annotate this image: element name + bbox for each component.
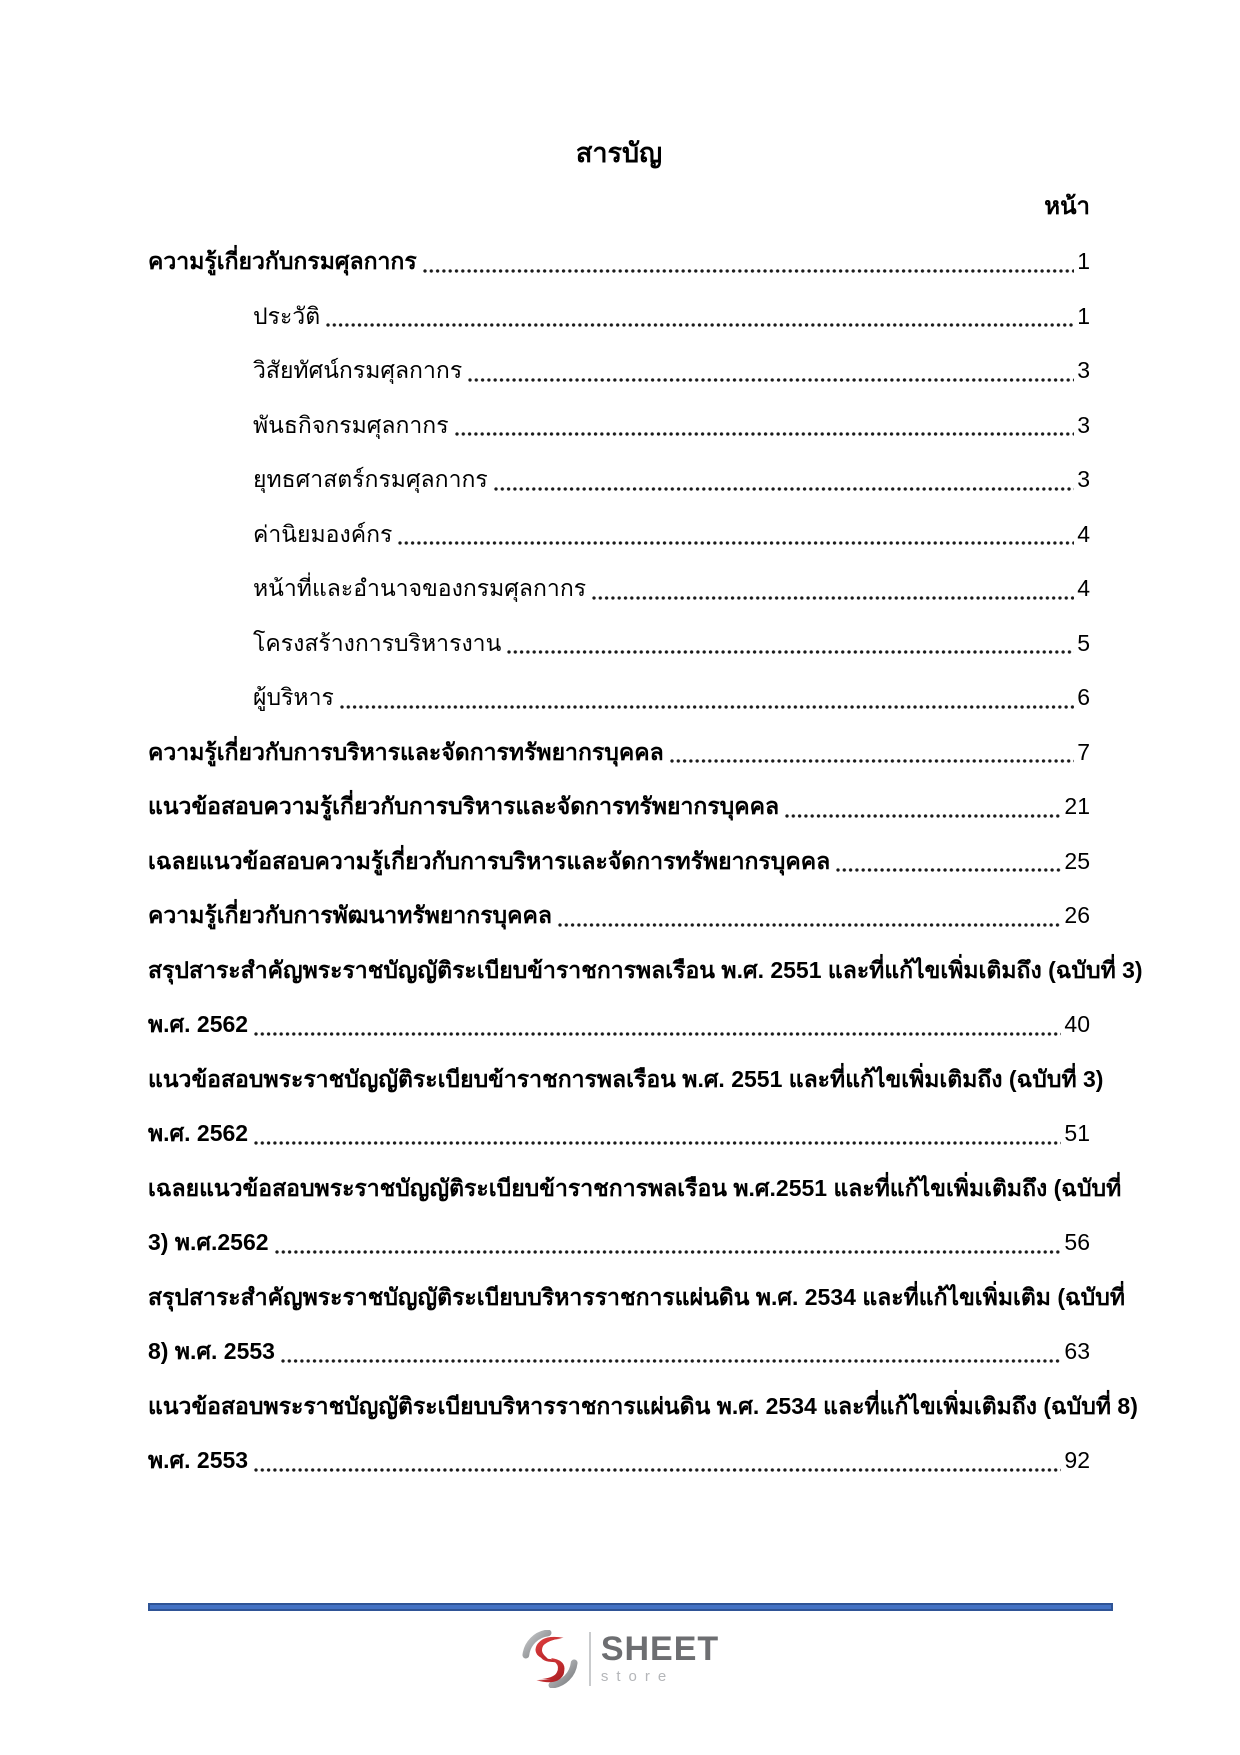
toc-entry-title: ค่านิยมองค์กร bbox=[253, 520, 393, 547]
toc-entry-line bbox=[148, 452, 1090, 507]
toc-entry-line bbox=[148, 398, 1090, 453]
sheet-store-s-icon bbox=[521, 1630, 579, 1688]
toc-entry-page-number: 26 bbox=[1064, 902, 1090, 928]
toc-entry-title: พ.ศ. 2553 bbox=[148, 1447, 249, 1473]
toc-entry bbox=[148, 452, 1090, 507]
toc-entry-line bbox=[148, 1379, 1138, 1434]
dot-leader bbox=[507, 649, 1074, 655]
sheet-store-logo bbox=[0, 1630, 1240, 1688]
dot-leader bbox=[670, 758, 1075, 764]
toc-entry-line bbox=[148, 670, 1090, 725]
toc-entry-line bbox=[148, 561, 1090, 616]
toc-entry-line bbox=[148, 507, 1090, 562]
toc-entry-line bbox=[148, 997, 1090, 1052]
dot-leader bbox=[558, 922, 1061, 928]
dot-leader bbox=[340, 704, 1074, 710]
toc-entry-page-number: 3 bbox=[1077, 357, 1090, 383]
dot-leader bbox=[836, 867, 1061, 873]
dot-leader bbox=[455, 431, 1075, 437]
toc-entry-page-number: 3 bbox=[1077, 411, 1090, 438]
dot-leader bbox=[254, 1031, 1061, 1037]
toc-entry bbox=[148, 834, 1090, 889]
toc-entry-page-number: 21 bbox=[1064, 793, 1090, 819]
toc-entry-title: ความรู้เกี่ยวกับกรมศุลกากร bbox=[148, 248, 417, 274]
toc-entry-line bbox=[148, 1161, 1122, 1216]
table-of-contents bbox=[148, 234, 1143, 1488]
toc-entry-title: เฉลยแนวข้อสอบความรู้เกี่ยวกับการบริหารและจัดการทรัพยากรบุคคล bbox=[148, 847, 831, 874]
toc-entry-title: แนวข้อสอบพระราชบัญญัติระเบียบบริหารราชการแผ่นดิน พ.ศ. 2534 และที่แก้ไขเพิ่มเติมถึง (ฉบับที่ 8) bbox=[148, 1392, 1138, 1419]
toc-entry-line bbox=[148, 1270, 1126, 1325]
toc-entry-line bbox=[148, 289, 1090, 344]
dot-leader bbox=[281, 1358, 1061, 1364]
toc-entry-page-number: 6 bbox=[1077, 684, 1090, 710]
toc-entry-title: แนวข้อสอบความรู้เกี่ยวกับการบริหารและจัดการทรัพยากรบุคคล bbox=[148, 793, 780, 819]
toc-entry-page-number: 51 bbox=[1064, 1120, 1090, 1146]
toc-entry-title: โครงสร้างการบริหารงาน bbox=[253, 629, 502, 656]
toc-entry-page-number: 4 bbox=[1077, 520, 1090, 547]
toc-entry-title: แนวข้อสอบพระราชบัญญัติระเบียบข้าราชการพลเรือน พ.ศ. 2551 และที่แก้ไขเพิ่มเติมถึง (ฉบับที่ 3) bbox=[148, 1065, 1104, 1092]
toc-entry-line bbox=[148, 234, 1090, 289]
toc-entry-page-number: 63 bbox=[1064, 1338, 1090, 1364]
toc-entry-title: สรุปสาระสำคัญพระราชบัญญัติระเบียบข้าราชการพลเรือน พ.ศ. 2551 และที่แก้ไขเพิ่มเติมถึง (ฉบับที่ 3) bbox=[148, 956, 1143, 983]
toc-entry bbox=[148, 725, 1090, 780]
toc-entry-page-number: 1 bbox=[1077, 248, 1090, 274]
toc-entry-title: ความรู้เกี่ยวกับการพัฒนาทรัพยากรบุคคล bbox=[148, 902, 553, 928]
toc-entry-line bbox=[148, 343, 1090, 398]
toc-entry-line bbox=[148, 1324, 1090, 1379]
toc-entry bbox=[148, 943, 1143, 1052]
toc-entry-page-number: 25 bbox=[1064, 847, 1090, 874]
dot-leader bbox=[275, 1249, 1062, 1255]
toc-entry bbox=[148, 561, 1090, 616]
toc-entry-line bbox=[148, 779, 1090, 834]
toc-entry-page-number: 92 bbox=[1064, 1447, 1090, 1473]
dot-leader bbox=[785, 813, 1061, 819]
page-title: สารบัญ bbox=[575, 138, 663, 168]
dot-leader bbox=[254, 1140, 1061, 1146]
toc-entry bbox=[148, 1379, 1138, 1488]
dot-leader bbox=[326, 322, 1074, 328]
toc-entry-line bbox=[148, 1052, 1104, 1107]
toc-entry-title: 3) พ.ศ.2562 bbox=[148, 1229, 269, 1255]
toc-entry bbox=[148, 398, 1090, 453]
toc-entry-title: พ.ศ. 2562 bbox=[148, 1120, 249, 1146]
logo-name: SHEET bbox=[600, 1629, 720, 1668]
toc-entry-page-number: 1 bbox=[1077, 302, 1090, 329]
toc-entry-title: ผู้บริหาร bbox=[253, 684, 334, 710]
toc-entry-line bbox=[148, 725, 1090, 780]
logo-subtitle: store bbox=[600, 1667, 675, 1685]
toc-entry-title: หน้าที่และอำนาจของกรมศุลกากร bbox=[253, 575, 587, 601]
toc-entry bbox=[148, 1270, 1126, 1379]
toc-entry-line bbox=[148, 1433, 1090, 1488]
dot-leader bbox=[423, 268, 1075, 274]
toc-entry bbox=[148, 888, 1090, 943]
toc-entry bbox=[148, 616, 1090, 671]
toc-entry-title: พันธกิจกรมศุลกากร bbox=[253, 411, 449, 438]
toc-entry-title: สรุปสาระสำคัญพระราชบัญญัติระเบียบบริหารราชการแผ่นดิน พ.ศ. 2534 และที่แก้ไขเพิ่มเติม (ฉบับที่ bbox=[148, 1283, 1126, 1310]
dot-leader bbox=[592, 595, 1074, 601]
toc-entry-line bbox=[148, 834, 1090, 889]
toc-entry bbox=[148, 234, 1090, 289]
dot-leader bbox=[468, 377, 1074, 383]
logo-text bbox=[600, 1629, 720, 1687]
toc-entry-page-number: 56 bbox=[1064, 1229, 1090, 1255]
toc-content-area bbox=[148, 0, 1143, 1488]
toc-entry bbox=[148, 779, 1090, 834]
toc-entry-page-number: 4 bbox=[1077, 575, 1090, 601]
toc-entry-title: พ.ศ. 2562 bbox=[148, 1011, 249, 1037]
logo-divider bbox=[589, 1632, 591, 1686]
toc-entry-page-number: 40 bbox=[1064, 1011, 1090, 1037]
toc-entry bbox=[148, 289, 1090, 344]
toc-entry-title: ประวัติ bbox=[253, 302, 321, 329]
toc-entry-line bbox=[148, 888, 1090, 943]
footer-divider-bar bbox=[148, 1603, 1113, 1611]
toc-entry-line bbox=[148, 616, 1090, 671]
dot-leader bbox=[494, 486, 1074, 492]
toc-entry bbox=[148, 1052, 1104, 1161]
toc-entry bbox=[148, 1161, 1122, 1270]
toc-entry-page-number: 7 bbox=[1077, 738, 1090, 765]
toc-entry-title: 8) พ.ศ. 2553 bbox=[148, 1338, 275, 1364]
toc-entry-title: เฉลยแนวข้อสอบพระราชบัญญัติระเบียบข้าราชการพลเรือน พ.ศ.2551 และที่แก้ไขเพิ่มเติมถึง (ฉบับที่ bbox=[148, 1174, 1122, 1201]
toc-entry-title: ยุทธศาสตร์กรมศุลกากร bbox=[253, 466, 488, 492]
toc-entry-title: ความรู้เกี่ยวกับการบริหารและจัดการทรัพยากรบุคคล bbox=[148, 738, 664, 765]
toc-entry bbox=[148, 343, 1090, 398]
toc-entry bbox=[148, 670, 1090, 725]
toc-entry-line bbox=[148, 1215, 1090, 1270]
toc-entry bbox=[148, 507, 1090, 562]
toc-entry-title: วิสัยทัศน์กรมศุลกากร bbox=[253, 357, 463, 383]
toc-entry-page-number: 5 bbox=[1077, 629, 1090, 656]
toc-entry-line bbox=[148, 1106, 1090, 1161]
toc-entry-line bbox=[148, 943, 1143, 998]
toc-entry-page-number: 3 bbox=[1077, 466, 1090, 492]
dot-leader bbox=[398, 540, 1074, 546]
page-column-label: หน้า bbox=[1044, 193, 1090, 220]
dot-leader bbox=[254, 1467, 1061, 1473]
